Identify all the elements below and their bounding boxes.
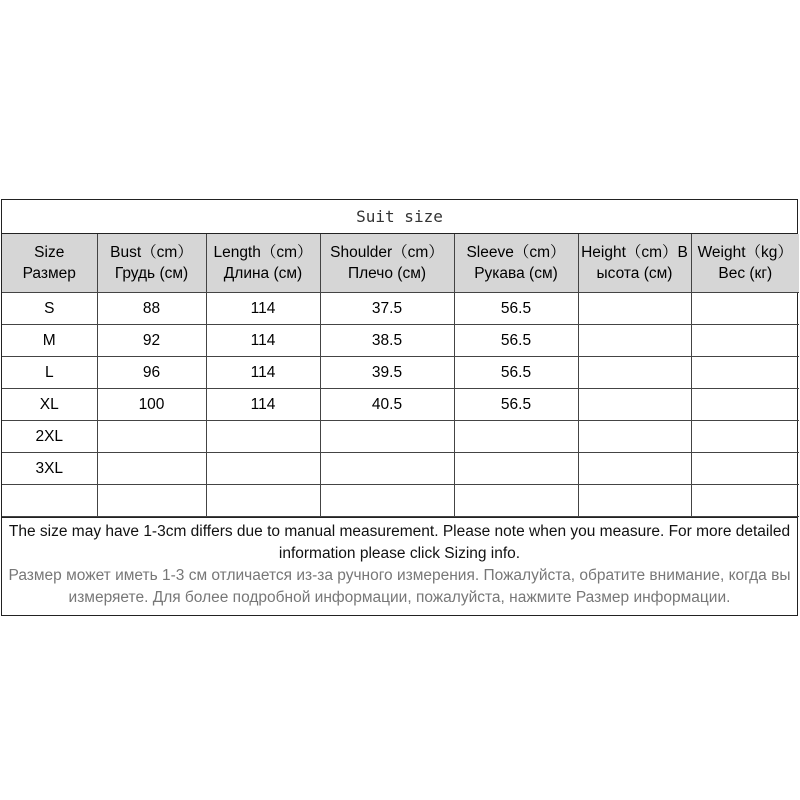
table-cell [206,485,320,517]
header-bust: Bust（cm） Грудь (см) [97,234,206,293]
table-cell [454,453,578,485]
table-cell: 40.5 [320,389,454,421]
table-row [2,453,799,485]
table-cell [578,293,691,325]
table-cell: 37.5 [320,293,454,325]
table-cell: 92 [97,325,206,357]
table-row [2,421,799,453]
table-cell: M [2,325,97,357]
table-cell [97,485,206,517]
table-cell [206,421,320,453]
header-size: Size Размер [2,234,97,293]
table-cell [691,421,799,453]
table-cell: 56.5 [454,389,578,421]
table-row [2,485,799,517]
table-cell [320,485,454,517]
measurement-note [2,517,797,615]
table-cell: 100 [97,389,206,421]
table-cell [320,421,454,453]
table-cell [97,421,206,453]
table-cell [454,485,578,517]
table-row [2,357,799,389]
table-cell: S [2,293,97,325]
table-cell [578,389,691,421]
table-cell [578,325,691,357]
table-cell: 56.5 [454,325,578,357]
table-cell [578,453,691,485]
table-cell: 3XL [2,453,97,485]
table-cell [691,485,799,517]
header-row [2,234,799,293]
table-cell: 114 [206,389,320,421]
table-cell: 96 [97,357,206,389]
note-english: The size may have 1-3cm differs due to manual measurement. Please note when you measure. For more detailed information please click Sizing info. [8,523,791,562]
table-cell: 114 [206,293,320,325]
header-height: Height（cm）В ысота (см) [578,234,691,293]
size-table [2,234,799,517]
table-cell [691,357,799,389]
table-cell [578,485,691,517]
header-weight: Weight（kg） Вес (кг) [691,234,799,293]
table-cell [691,293,799,325]
table-cell [97,453,206,485]
table-cell: XL [2,389,97,421]
size-chart [1,199,798,616]
table-cell [320,453,454,485]
table-cell: 2XL [2,421,97,453]
table-cell: 56.5 [454,293,578,325]
table-cell: 39.5 [320,357,454,389]
note-russian: Размер может иметь 1-3 см отличается из-за ручного измерения. Пожалуйста, обратите внимание, когда вы измеряете. Для более подробной информации, пожалуйста, нажмите Размер информации. [8,567,791,606]
table-cell [691,453,799,485]
table-cell [206,453,320,485]
header-sleeve: Sleeve（cm） Рукава (см) [454,234,578,293]
table-cell [691,389,799,421]
table-cell [578,421,691,453]
table-row [2,389,799,421]
table-cell: 88 [97,293,206,325]
table-cell: L [2,357,97,389]
header-shoulder: Shoulder（cm） Плечо (см) [320,234,454,293]
table-cell: 114 [206,325,320,357]
table-row [2,325,799,357]
table-cell [578,357,691,389]
table-cell: 114 [206,357,320,389]
header-length: Length（cm） Длина (см) [206,234,320,293]
chart-title: Suit size [2,200,797,234]
table-cell [454,421,578,453]
table-cell: 38.5 [320,325,454,357]
table-row [2,293,799,325]
table-cell [691,325,799,357]
table-cell: 56.5 [454,357,578,389]
table-cell [2,485,97,517]
